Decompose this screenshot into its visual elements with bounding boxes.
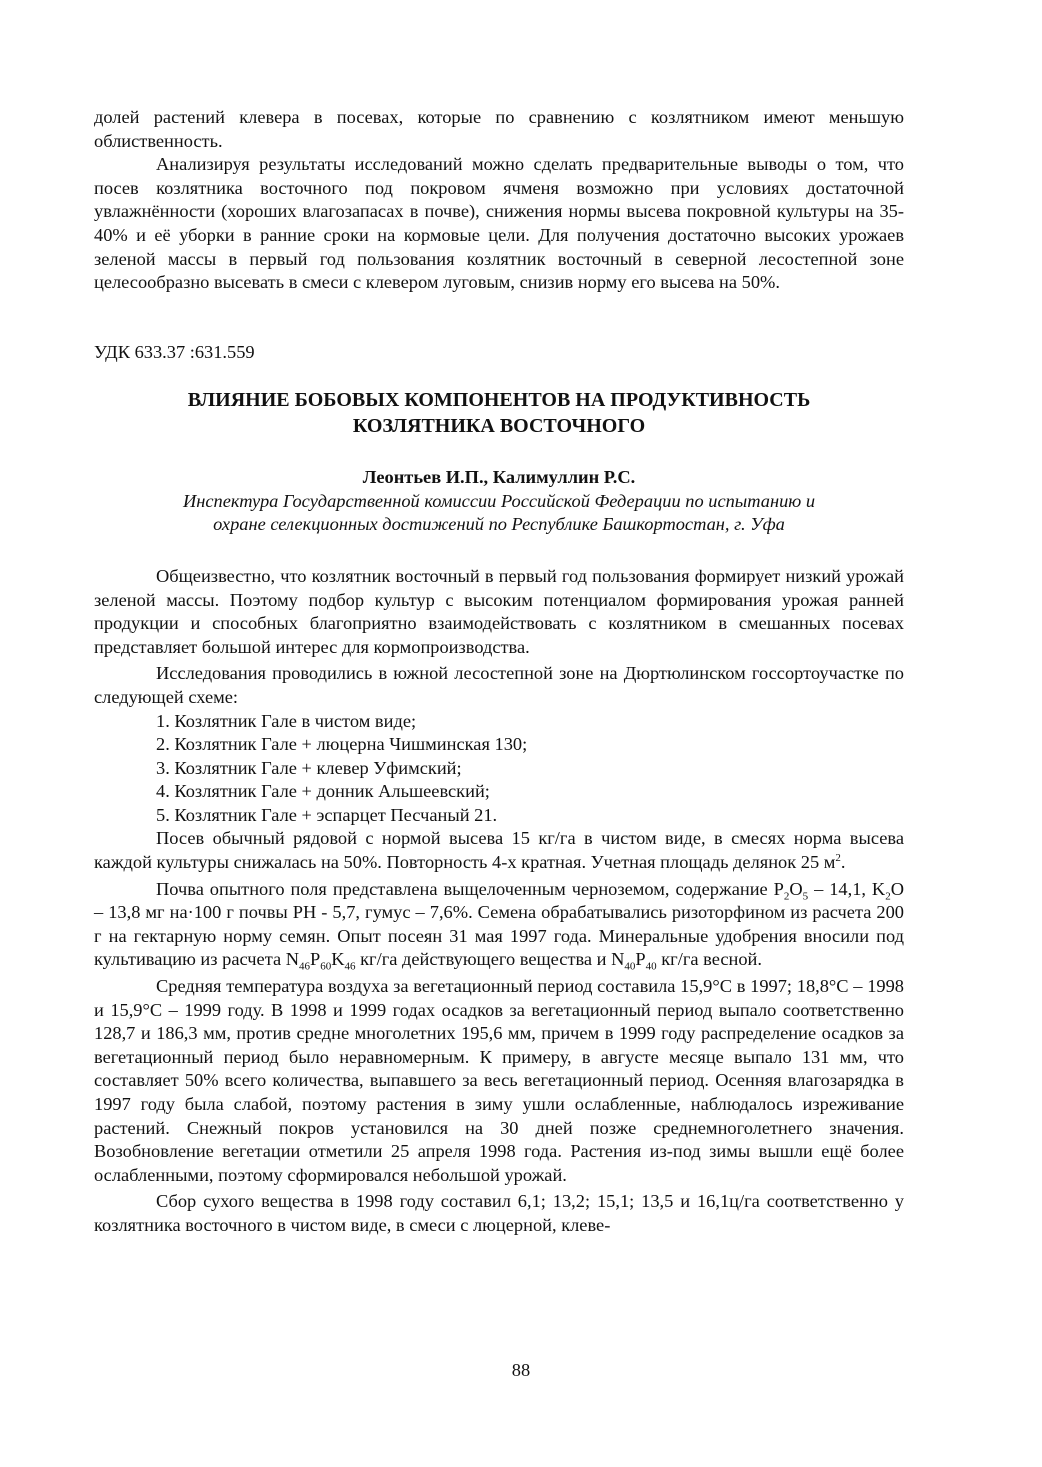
page-number: 88 [511,1360,531,1380]
body-paragraph-4 [94,878,904,972]
scheme-item: 3. Козлятник Гале + клевер Уфимский; [156,757,462,778]
p4-subscript: 60 [320,961,332,974]
intro-paragraph-1: долей растений клевера в посевах, которые по сравнению с козлятником имеют меньшую облиственность. [94,107,904,151]
p4-text: P [635,949,646,970]
scheme-item: 2. Козлятник Гале + люцерна Чишминская 130; [156,734,528,755]
p3-end: . [840,852,846,873]
article-title-line-2: КОЗЛЯТНИКА ВОСТОЧНОГО [352,414,646,437]
article-title-line-1: ВЛИЯНИЕ БОБОВЫХ КОМПОНЕНТОВ НА ПРОДУКТИВНОСТЬ [187,388,811,411]
body-paragraph-6: Сбор сухого вещества в 1998 году составил 6,1; 13,2; 15,1; 13,5 и 16,1ц/га соответственно у козлятника восточного в чистом виде, в смеси с люцерной, клеве- [94,1191,904,1235]
body-paragraph-1: Общеизвестно, что козлятник восточный в первый год пользования формирует низкий урожай зеленой массы. Поэтому подбор культур с высоким потенциалом формирования урожая ранней продукции и способных благоприятно взаимодействовать с козлятником в смешанных посевах представляет большой интерес для кормопроизводства. [94,565,904,657]
body-paragraph-5: Средняя температура воздуха за вегетационный период составила 15,9°С в 1997; 18,8°С – 1998 и 15,9°С – 1999 году. В 1998 и 1999 годах осадков за вегетационный период выпало соответственно 128,7 и 186,3 мм, против средне многолетних 195,6 мм, причем в 1999 году распределение осадков за вегетационный период было неравномерным. К примеру, в августе месяце выпало 131 мм, что составляет 50% всего количества, выпавшего за весь вегетационный период. Осенняя влагозарядка в 1997 году была слабой, поэтому растения в зиму ушли ослабленные, наблюдалось изреживание растений. Снежный покров установился на 30 дней позже среднемноголетнего значения. Возобновление вегетации отметили 25 апреля 1998 года. Растения из-под зимы вышли ещё более ослабленными, поэтому сформировался небольшой урожай. [94,976,904,1185]
affiliation-line-2: охране селекционных достижений по Республике Башкортостан, г. Уфа [213,514,785,535]
p4-subscript: 5 [802,890,809,903]
body-paragraph-3 [94,827,904,874]
scheme-item: 1. Козлятник Гале в чистом виде; [156,710,417,731]
p4-text: P [310,949,321,970]
intro-paragraph-2: Анализируя результаты исследований можно сделать предварительные выводы о том, что посев козлятника восточного под покровом ячменя возможно при условиях достаточной увлажнённости (хороших влагозапасах в почве), снижения нормы высева покровной культуры на 35-40% и её уборки в ранние сроки на кормовые цели. Для получения достаточно высоких урожаев зеленой массы в первый год пользования козлятник восточный в северной лесостепной зоне целесообразно высевать в смеси с клевером луговым, снизив норму его высева на 50%. [94,154,904,293]
article-authors: Леонтьев И.П., Калимуллин Р.С. [362,466,636,487]
p4-subscript: 2 [885,890,891,903]
p4-subscript: 40 [645,961,657,974]
p4-text: кг/га весной. [656,949,762,970]
p4-subscript: 2 [783,890,790,903]
article-title [94,387,904,439]
p4-text: K [331,949,345,970]
article-affiliation [94,490,904,537]
affiliation-line-1: Инспектура Государственной комиссии Российской Федерации по испытанию и [182,490,816,511]
p4-subscript: 40 [624,961,636,974]
scheme-item: 4. Козлятник Гале + донник Альшеевский; [156,781,490,802]
body-paragraph-2: Исследования проводились в южной лесостепной зоне на Дюртюлинском госсортоучастке по следующей схеме: [94,663,904,707]
p4-subscript: 46 [299,961,310,974]
p4-text: кг/га действующего вещества и N [355,949,625,970]
scheme-list [94,710,904,828]
p4-subscript: 46 [344,961,356,974]
scheme-item: 5. Козлятник Гале + эспарцет Песчаный 21. [156,804,498,825]
p4-text: Почва опытного поля представлена выщелоченным черноземом, содержание P [156,878,784,899]
p3-text: Посев обычный рядовой с нормой высева 15 кг/га в чистом виде, в смесях норма высева каждой культуры снижалась на 50%. Повторность 4-х кратная. Учетная площадь делянок 25 м [94,828,904,873]
p3-superscript: 2 [835,851,841,864]
p4-text: O – 13,8 мг на·100 г почвы PH - 5,7, гумус – 7,6%. Семена обрабатывались ризоторфином из расчета 200 г на гектарную норму семян. Опыт посеян 31 мая 1997 года. Минеральные удобрения вносили под культивацию из расчета N [94,878,904,970]
p4-text: – 14,1, K [808,878,886,899]
udk-code: УДК 633.37 :631.559 [94,341,255,362]
p4-text: O [789,878,803,899]
